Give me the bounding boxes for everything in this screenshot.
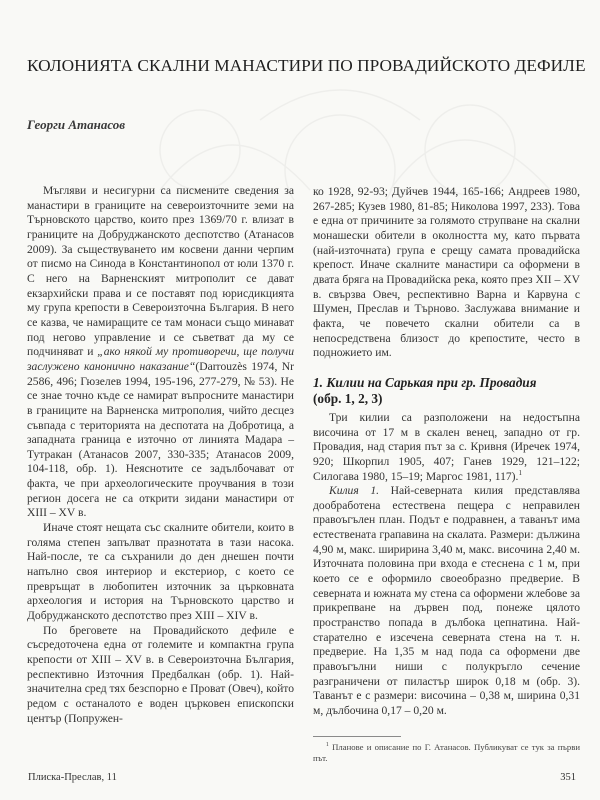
- page-number: 351: [560, 772, 576, 783]
- body-paragraph: [27, 184, 294, 521]
- article-title: КОЛОНИЯТА СКАЛНИ МАНАСТИРИ ПО ПРОВАДИЙСКОТО ДЕФИЛЕ: [27, 56, 586, 75]
- section-figure-ref: (обр. 1, 2, 3): [313, 390, 383, 406]
- body-paragraph: [313, 484, 580, 719]
- section-number: 1.: [313, 374, 323, 390]
- italic-quote: „ако някой му противоречи, ще получи заслужено канонично наказание“: [27, 345, 294, 373]
- left-column: [27, 184, 294, 726]
- paragraph-text: Три килии са разположени на недостъпна височина от 17 м в скален венец, западно от гр. Провадия, над стария път за с. Кривня (Иречек 1974, 920; Шкорпил 1905, 407; Ганев 1929, 121–122; Силогава 1980, 15–19; Маргос 1981, 117).: [313, 410, 580, 483]
- body-paragraph: Иначе стоят нещата със скалните обители, които в голяма степен запълват празнотата в тази насока. Най-после, те са съхранили до ден днешен почти напълно своя интериор и екстериор, с което се превръщат в любопитен източник за църковната археология и история на Търновското царство и Добруджанското деспотство през XIII – XIV в.: [27, 521, 294, 623]
- footnote-divider: [313, 736, 401, 737]
- footnote-reference[interactable]: 1: [518, 468, 522, 477]
- body-paragraph: [313, 411, 580, 484]
- body-paragraph: По бреговете на Провадийското дефиле е съсредоточена една от големите и компактна група крепости от XIII – XV в. в Североизточна България, респективно Източния Предбалкан (обр. 1). Най-значителна сред тях безспорно е Проват (Овеч), който редом с останалото е воден църковен епископски център (Попружен-: [27, 623, 294, 725]
- footnote-number: 1: [325, 742, 329, 748]
- footnote-text: Планове и описание по Г. Атанасов. Публикуват се тук за първи път.: [313, 741, 580, 763]
- body-paragraph-continued: ко 1928, 92-93; Дуйчев 1944, 165-166; Андреев 1980, 267-285; Кузев 1980, 81-85; Николова 1997, 233). Това е една от причините за голямото струпване на скални монашески обители в околността му, като първата (най-източната) група е срещу самата провадийска крепост. Иначе скалните манастири са оформени в двата бряга на Провадийска река, която през XII – XV в. свързва Овеч, респективно Варна и Карвуна с Шумен, Преслав и Търново. Заслужава внимание и факта, че повечето скални обители са в непосредствена близост до крепостите, често в подножието им.: [313, 185, 580, 360]
- footnote: [313, 740, 580, 764]
- paragraph-text: Мъгляви и несигурни са писмените сведения за манастири в границите на североизточните земи на Търновското царство, които през 1369/70 г. влизат в границите на Добруджанското деспотство (Атанасов 2009). За съществуването им косвени данни черпим от писмо на Синода в Константинопол от юли 1370 г. С него на Варненският митрополит се дават екзархийски права и се поставят под юрисдикцията му група крепости в Североизточна България. В него се казва, че намиращите се там монаси също минават под негово управление и се съветват да му се подчиняват и: [27, 184, 294, 359]
- section-heading: [313, 375, 580, 407]
- right-column: [313, 185, 580, 719]
- paragraph-text-continued: (Darrouzès 1974, Nr 2586, 496; Гюзелев 1994, 195-196, 277-279, № 53). Не се знае точно къде се намират въпросните манастири в границите на Варненска митрополия, чийто десцез съвпада с територията на деспотата на Добротица, а западната граница е източно от линията Мадара – Тутракан (Атанасов 2007, 330-335; Атанасов 2009, 104-118, обр. 1). Неяснотите се задълбочават от факта, че при археологическите проучвания в този регион досега не са открити зидани манастири от XIII – XV в.: [27, 359, 294, 520]
- journal-name: Плиска-Преслав, 11: [28, 772, 117, 783]
- paragraph-text: Най-северната килия представлява дообработена естествена пещера с неправилен правоъгълен план. Подът е подравнен, а таванът има естествената грапавина на скалата. Размери: дължина 4,90 м, макс. ширирина 3,40 м, макс. височина 2,40 м. Източната половина при входа е стеснена с 1 м, при което се е оформило своеобразно предверие. В северната и южната му стена са оформени жлебове за прикрепване на дървен под, понеже цялото пространство попада в дълбока цепнатина. Най-старателно е изсечена северната стена на т. н. предверие. На 1,35 м над пода са оформени две правоъгълни ниши с полукръгло сечение разграничени от пиластър широк 0,18 м (обр. 3). Таванът е с размери: височина – 0,38 м, ширина 0,31 м, дълбочина 0,17 – 0,20 м.: [313, 484, 580, 717]
- cell-label: Килия 1.: [329, 484, 380, 498]
- section-title: Килии на Сарькая при гр. Провадия: [326, 374, 537, 390]
- article-author: Георги Атанасов: [27, 117, 126, 132]
- background-ornament-watermark: [140, 0, 600, 200]
